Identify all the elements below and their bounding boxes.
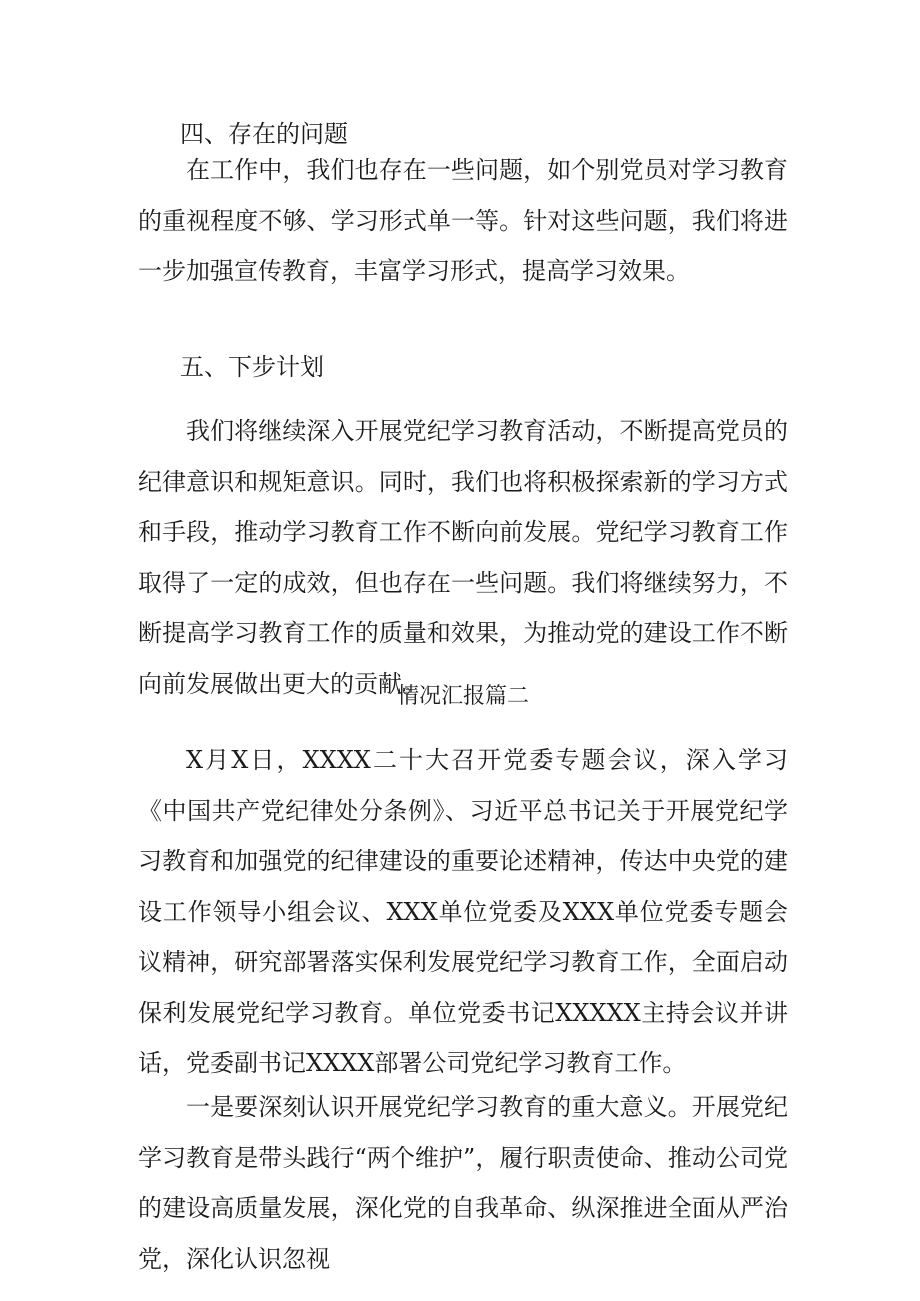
paragraph-significance: 一是要深刻认识开展党纪学习教育的重大意义。开展党纪学习教育是带头践行“两个维护”，履行职责使命、推动公司党的建设高质量发展，深化党的自我革命、纵深推进全面从严治党，深化认识忽视: [138, 1093, 788, 1273]
part-two-title: 情况汇报篇二: [396, 684, 529, 709]
paragraph-problems: 在工作中，我们也存在一些问题，如个别党员对学习教育的重视程度不够、学习形式单一等。针对这些问题，我们将进一步加强宣传教育，丰富学习形式，提高学习效果。: [138, 156, 788, 285]
section-heading-next-steps: 五、下步计划: [180, 353, 324, 381]
paragraph-meeting-summary: X月X日，XXXX二十大召开党委专题会议，深入学习《中国共产党纪律处分条例》、习近平总书记关于开展党纪学习教育和加强党的纪律建设的重要论述精神，传达中央党的建设工作领导小组会议、XXX单位党委及XXX单位党委专题会议精神，研究部署落实保利发展党纪学习教育工作，全面启动保利发展党纪学习教育。单位党委书记XXXXX主持会议并讲话，党委副书记XXXX部署公司党纪学习教育工作。: [138, 746, 788, 1077]
paragraph-next-steps: 我们将继续深入开展党纪学习教育活动，不断提高党员的纪律意识和规矩意识。同时，我们也将积极探索新的学习方式和手段，推动学习教育工作不断向前发展。党纪学习教育工作取得了一定的成效，但也存在一些问题。我们将继续努力，不断提高学习教育工作的质量和效果，为推动党的建设工作不断向前发展做出更大的贡献。: [138, 417, 788, 698]
section-heading-problems: 四、存在的问题: [180, 120, 348, 148]
